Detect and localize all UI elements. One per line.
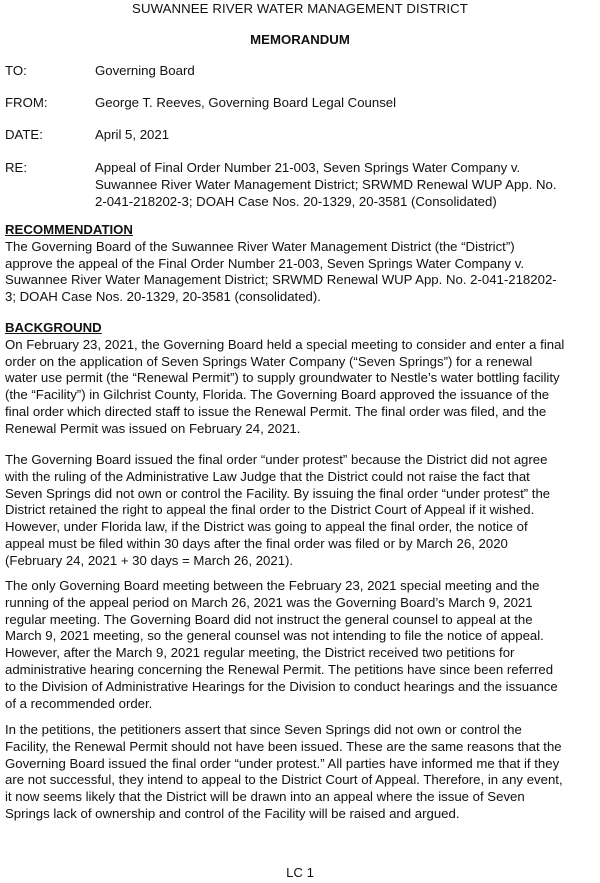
recommendation-line: Suwannee River Water Management District; SRWMD Renewal WUP App. No. 2-041-218202- — [5, 272, 557, 288]
paragraph-line: regular meeting. The Governing Board did not instruct the general counsel to appeal at the — [5, 611, 533, 627]
paragraph-line: water use permit (the “Renewal Permit”) to supply groundwater to Nestle’s water bottling facility — [5, 370, 560, 386]
date-label: DATE: — [5, 127, 43, 142]
re-subject — [95, 160, 595, 210]
paragraph-line: to the Division of Administrative Hearings for the Division to conduct hearings and the issuance — [5, 678, 558, 694]
paragraph-line: On February 23, 2021, the Governing Board held a special meeting to consider and enter a final — [5, 336, 565, 352]
re-line: Suwannee River Water Management District; SRWMD Renewal WUP App. No. — [95, 176, 557, 192]
from-label: FROM: — [5, 95, 48, 110]
paragraph-line: Springs lack of ownership and control of the Facility will be raised and argued. — [5, 805, 460, 821]
paragraph-line: Governing Board issued the final order “under protest.” All parties have informed me that if they — [5, 755, 560, 771]
paragraph-line: District retained the right to appeal the final order to the District Court of Appeal if it wished. — [5, 502, 535, 518]
background-paragraph-4 — [5, 722, 597, 823]
recommendation-heading: RECOMMENDATION — [5, 222, 133, 237]
re-line: 2-041-218202-3; DOAH Case Nos. 20-1329, 20-3581 (Consolidated) — [95, 193, 497, 209]
re-label: RE: — [5, 160, 27, 175]
recommendation-line: 3; DOAH Case Nos. 20-1329, 20-3581 (consolidated). — [5, 289, 321, 305]
recommendation-line: The Governing Board of the Suwannee River Water Management District (the “District”) — [5, 238, 515, 254]
memo-title: MEMORANDUM — [250, 32, 350, 47]
paragraph-line: Renewal Permit was issued on February 24, 2021. — [5, 420, 301, 436]
paragraph-line: final order which directed staff to issue the Renewal Permit. The final order was filed, and the — [5, 403, 547, 419]
paragraph-line: However, after the March 9, 2021 regular meeting, the District received two petitions for — [5, 645, 515, 661]
paragraph-line: running of the appeal period on March 26, 2021 was the Governing Board’s March 9, 2021 — [5, 594, 533, 610]
paragraph-line: with the ruling of the Administrative Law Judge that the District could not raise the fact that — [5, 468, 530, 484]
paragraph-line: In the petitions, the petitioners assert that since Seven Springs did not own or control the — [5, 722, 522, 737]
date-value: April 5, 2021 — [95, 127, 170, 142]
paragraph-line: order on the application of Seven Springs Water Company (“Seven Springs”) for a renewal — [5, 353, 533, 369]
paragraph-line: March 9, 2021 meeting, so the general counsel was not intending to file the notice of appeal. — [5, 628, 544, 644]
background-paragraph-1 — [5, 337, 597, 438]
background-paragraph-2 — [5, 452, 597, 570]
paragraph-line: of a recommended order. — [5, 695, 153, 711]
from-value: George T. Reeves, Governing Board Legal Counsel — [95, 95, 397, 110]
paragraph-line: are not successful, they intend to appeal to the District Court of Appeal. Therefore, in any event, — [5, 772, 563, 788]
paragraph-line: (February 24, 2021 + 30 days = March 26, 2021). — [5, 552, 294, 568]
paragraph-line: (the “Facility”) in Gilchrist County, Florida. The Governing Board approved the issuance of the — [5, 387, 550, 403]
background-heading: BACKGROUND — [5, 320, 102, 335]
organization-name: SUWANNEE RIVER WATER MANAGEMENT DISTRICT — [132, 1, 468, 16]
paragraph-line: appeal must be filed within 30 days after the final order was filed or by March 26, 2020 — [5, 535, 508, 551]
to-label: TO: — [5, 63, 27, 78]
page-number: LC 1 — [286, 865, 314, 880]
paragraph-line: Seven Springs did not own or control the Facility. By issuing the final order “under protest” the — [5, 485, 551, 501]
recommendation-section — [5, 222, 597, 306]
to-value: Governing Board — [95, 63, 195, 78]
paragraph-line: administrative hearing concerning the Renewal Permit. The petitions have since been referred — [5, 661, 554, 677]
paragraph-line: The Governing Board issued the final order “under protest” because the District did not agree — [5, 452, 548, 467]
paragraph-line: The only Governing Board meeting between the February 23, 2021 special meeting and the — [5, 578, 540, 593]
re-line: Appeal of Final Order Number 21-003, Seven Springs Water Company v. — [95, 160, 521, 175]
paragraph-line: it now seems likely that the District will be drawn into an appeal where the issue of Seven — [5, 789, 525, 805]
background-paragraph-3 — [5, 578, 597, 712]
paragraph-line: However, under Florida law, if the District was going to appeal the final order, the notice of — [5, 519, 528, 535]
paragraph-line: Facility, the Renewal Permit should not have been issued. These are the same reasons that the — [5, 738, 562, 754]
recommendation-line: approve the appeal of the Final Order Number 21-003, Seven Springs Water Company v. — [5, 255, 524, 271]
background-section — [5, 320, 597, 438]
